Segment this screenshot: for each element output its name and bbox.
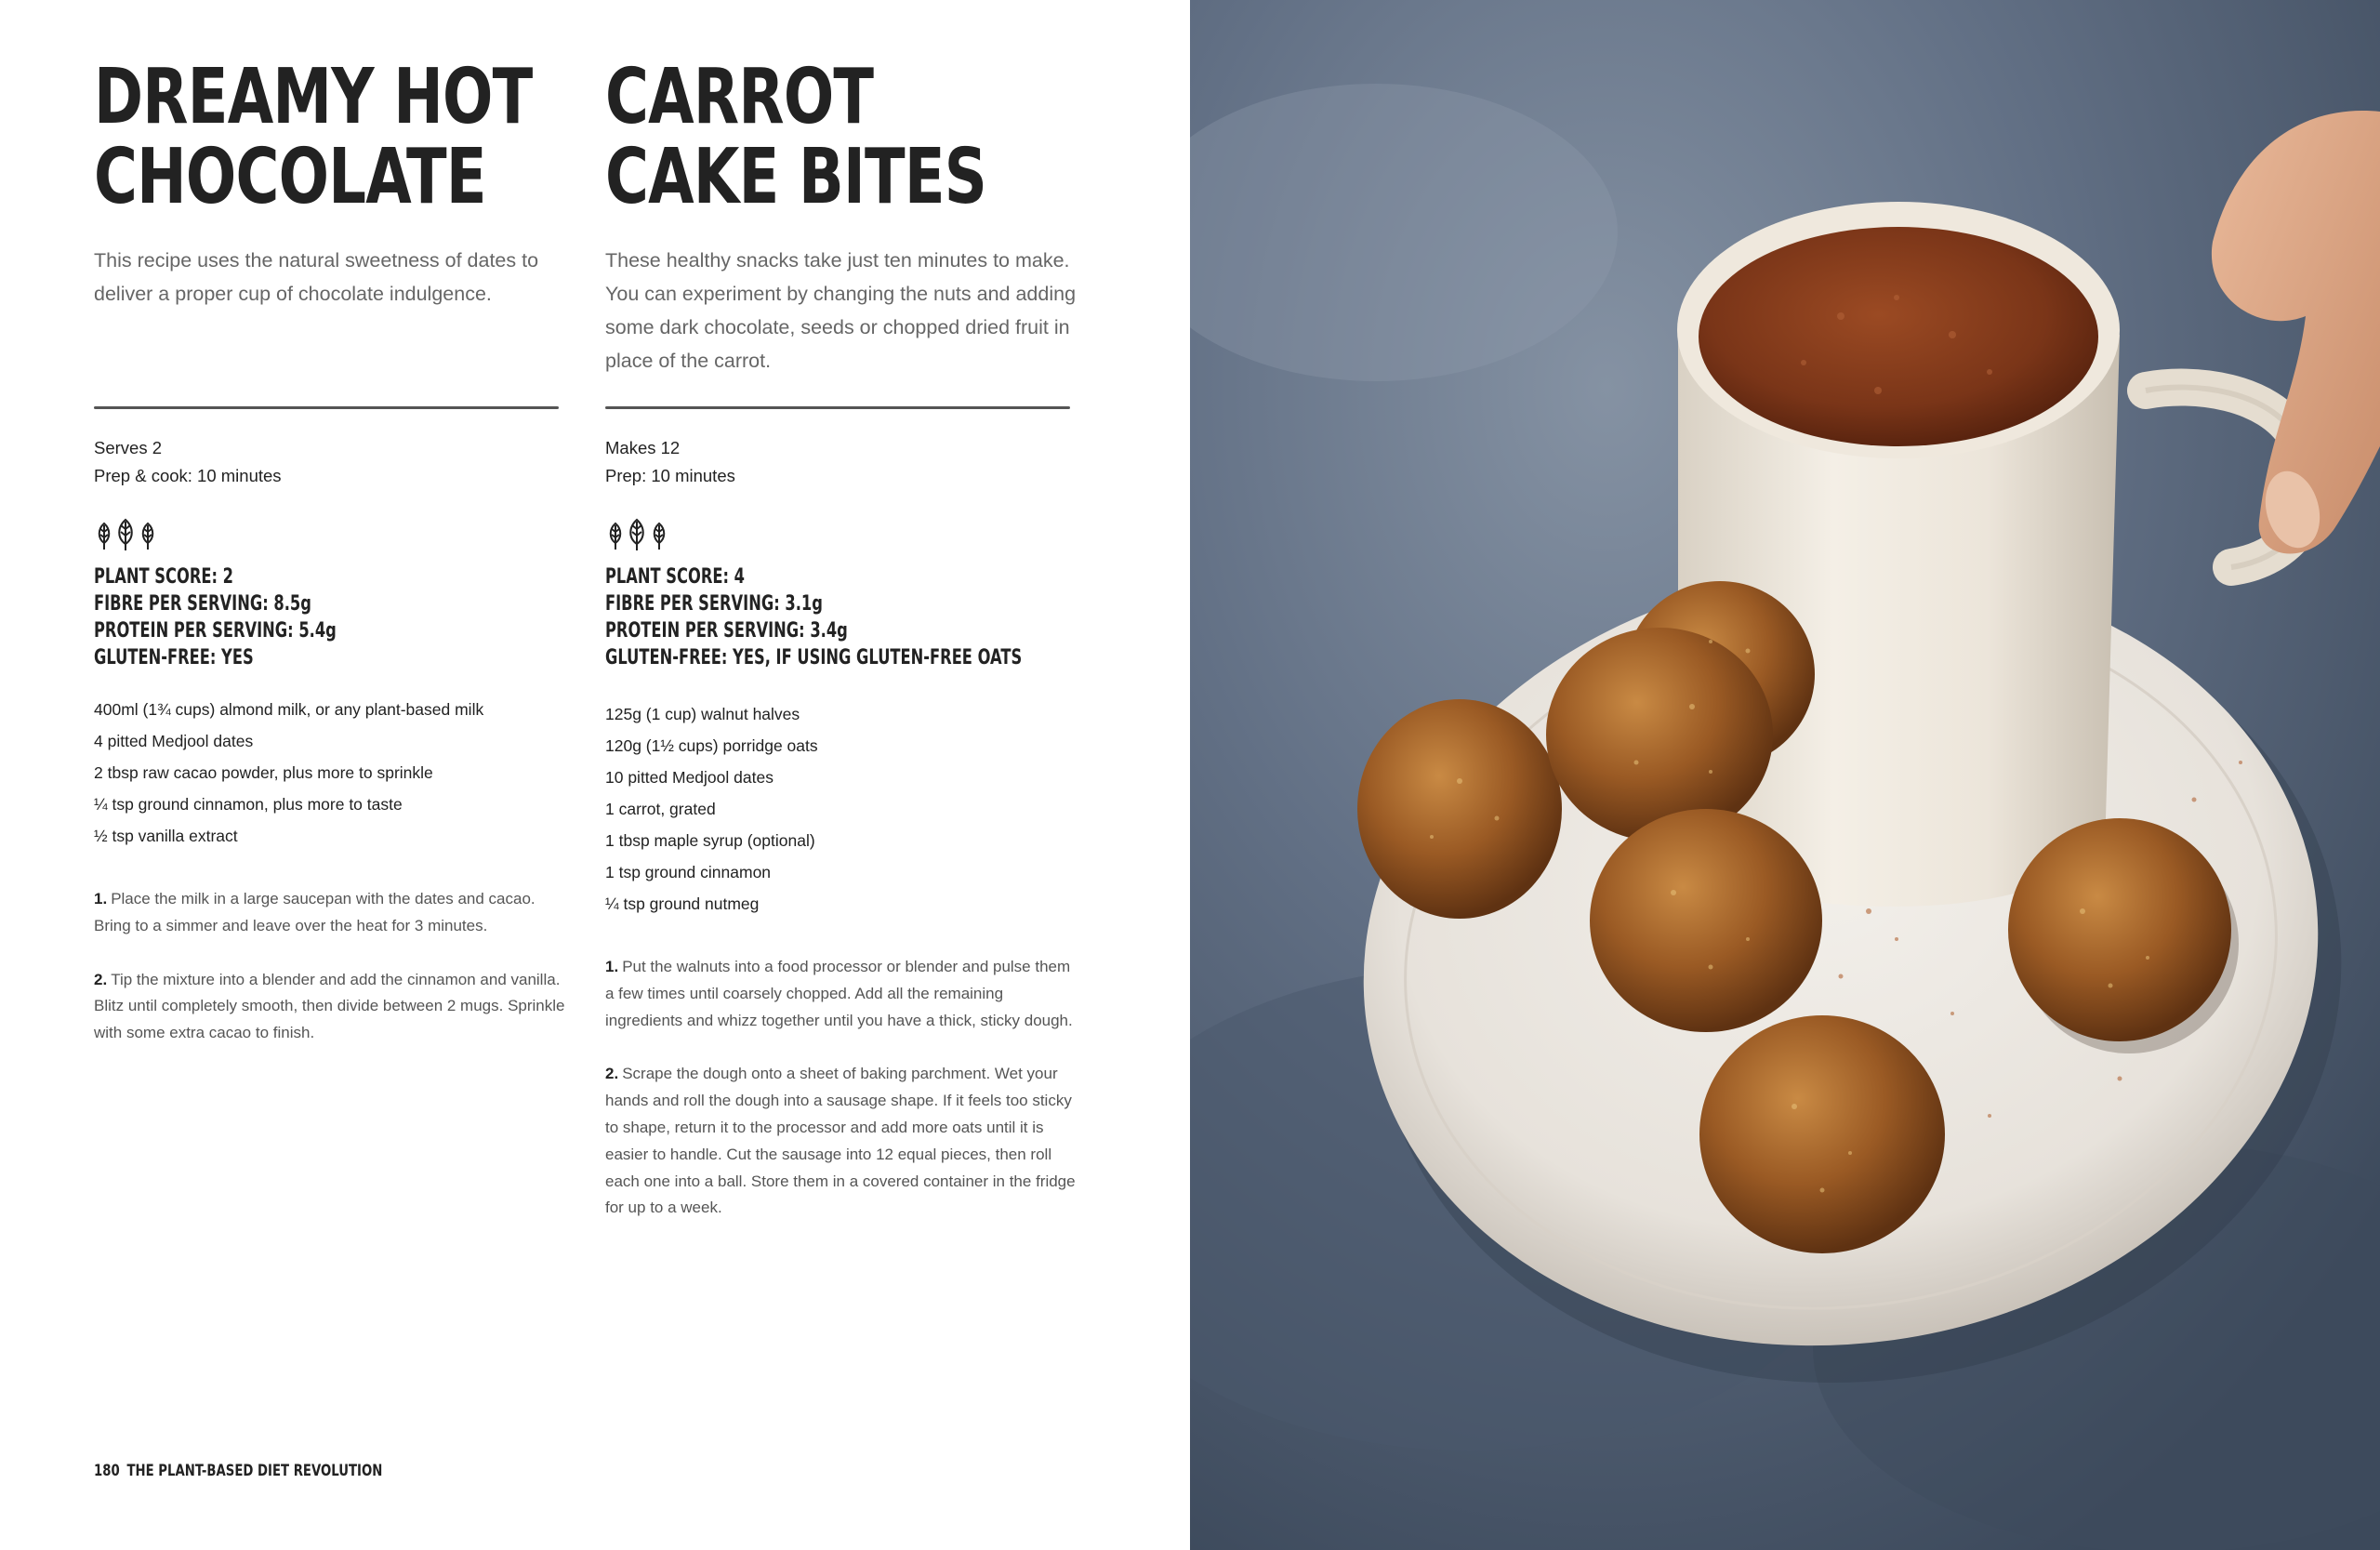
book-title: THE PLANT-BASED DIET REVOLUTION bbox=[126, 1462, 383, 1480]
recipe-yield: Makes 12 bbox=[605, 438, 681, 457]
gluten-free: GLUTEN-FREE: YES, IF USING GLUTEN-FREE OATS bbox=[605, 646, 1023, 669]
recipe-title-line: CARROT bbox=[605, 53, 874, 141]
recipe-meta bbox=[605, 434, 1070, 490]
gluten-free: GLUTEN-FREE: YES bbox=[94, 646, 254, 669]
recipe-intro: This recipe uses the natural sweetness of dates to deliver a proper cup of chocolate indulgence. bbox=[94, 249, 539, 305]
food-photo-illustration bbox=[1190, 0, 2380, 1550]
page-number: 180 bbox=[94, 1462, 120, 1480]
ingredient-list bbox=[94, 694, 577, 852]
nutrition-stats bbox=[605, 563, 1023, 671]
ingredient-item: 400ml (1¾ cups) almond milk, or any plant-based milk bbox=[94, 700, 484, 719]
ingredient-item: ¼ tsp ground nutmeg bbox=[605, 894, 760, 913]
step-text: Tip the mixture into a blender and add the cinnamon and vanilla. Blitz until completely smooth, then divide between 2 mugs. Sprinkle with some extra cacao to finish. bbox=[94, 970, 565, 1042]
recipe-title bbox=[605, 53, 1012, 221]
recipe-time: Prep & cook: 10 minutes bbox=[94, 466, 282, 485]
recipe-yield: Serves 2 bbox=[94, 438, 163, 457]
protein-per-serving: PROTEIN PER SERVING: 5.4g bbox=[94, 619, 337, 643]
protein-per-serving: PROTEIN PER SERVING: 3.4g bbox=[605, 619, 848, 643]
leaf-icon bbox=[605, 516, 672, 551]
recipe-intro: These healthy snacks take just ten minutes to make. You can experiment by changing the nuts and adding some dark chocolate, seeds or chopped dried fruit in place of the carrot. bbox=[605, 249, 1077, 372]
ingredient-item: 4 pitted Medjool dates bbox=[94, 732, 254, 750]
recipe-title bbox=[94, 53, 533, 221]
ingredient-item: 120g (1½ cups) porridge oats bbox=[605, 736, 818, 755]
nutrition-stats bbox=[94, 563, 479, 671]
divider bbox=[605, 406, 1070, 409]
recipe-title-line: DREAMY HOT bbox=[94, 53, 533, 141]
recipe-time: Prep: 10 minutes bbox=[605, 466, 735, 485]
recipe-meta bbox=[94, 434, 559, 490]
fibre-per-serving: FIBRE PER SERVING: 3.1g bbox=[605, 592, 823, 616]
ingredient-item: 10 pitted Medjool dates bbox=[605, 768, 774, 787]
fibre-per-serving: FIBRE PER SERVING: 8.5g bbox=[94, 592, 311, 616]
recipe-title-line: CHOCOLATE bbox=[94, 133, 486, 221]
step-text: Scrape the dough onto a sheet of baking parchment. Wet your hands and roll the dough into a sausage shape. If it feels too sticky to shape, return it to the processor and add more oats until it is easier to handle. Cut the sausage into 12 equal pieces, then roll each one into a ball. Store them in a covered container in the fridge for up to a week. bbox=[605, 1065, 1076, 1217]
page-footer bbox=[94, 1462, 529, 1480]
step-number: 2. bbox=[94, 970, 108, 988]
ingredient-item: 2 tbsp raw cacao powder, plus more to sprinkle bbox=[94, 763, 433, 782]
ingredient-item: 1 tsp ground cinnamon bbox=[605, 863, 772, 881]
method-steps bbox=[94, 886, 568, 1074]
plant-score: PLANT SCORE: 2 bbox=[94, 565, 233, 589]
method-step bbox=[94, 967, 568, 1047]
step-number: 1. bbox=[605, 958, 619, 975]
step-text: Place the milk in a large saucepan with the dates and cacao. Bring to a simmer and leave over the heat for 3 minutes. bbox=[94, 890, 536, 934]
step-number: 2. bbox=[605, 1065, 619, 1083]
ingredient-item: ½ tsp vanilla extract bbox=[94, 827, 238, 845]
divider bbox=[94, 406, 559, 409]
ingredient-item: 125g (1 cup) walnut halves bbox=[605, 705, 800, 723]
ingredient-list bbox=[605, 698, 1089, 920]
step-text: Put the walnuts into a food processor or blender and pulse them a few times until coarsely chopped. Add all the remaining ingredients and whizz together until you have a thick, sticky dough. bbox=[605, 958, 1073, 1029]
recipe-title-line: CAKE BITES bbox=[605, 133, 987, 221]
method-step bbox=[605, 954, 1079, 1034]
ingredient-item: ¼ tsp ground cinnamon, plus more to taste bbox=[94, 795, 403, 814]
plant-score: PLANT SCORE: 4 bbox=[605, 565, 745, 589]
method-step bbox=[94, 886, 568, 940]
step-number: 1. bbox=[94, 890, 108, 907]
ingredient-item: 1 carrot, grated bbox=[605, 800, 716, 818]
method-step bbox=[605, 1061, 1079, 1222]
food-photo bbox=[1190, 0, 2380, 1550]
leaf-icon bbox=[94, 516, 161, 551]
method-steps bbox=[605, 954, 1079, 1249]
ingredient-item: 1 tbsp maple syrup (optional) bbox=[605, 831, 815, 850]
